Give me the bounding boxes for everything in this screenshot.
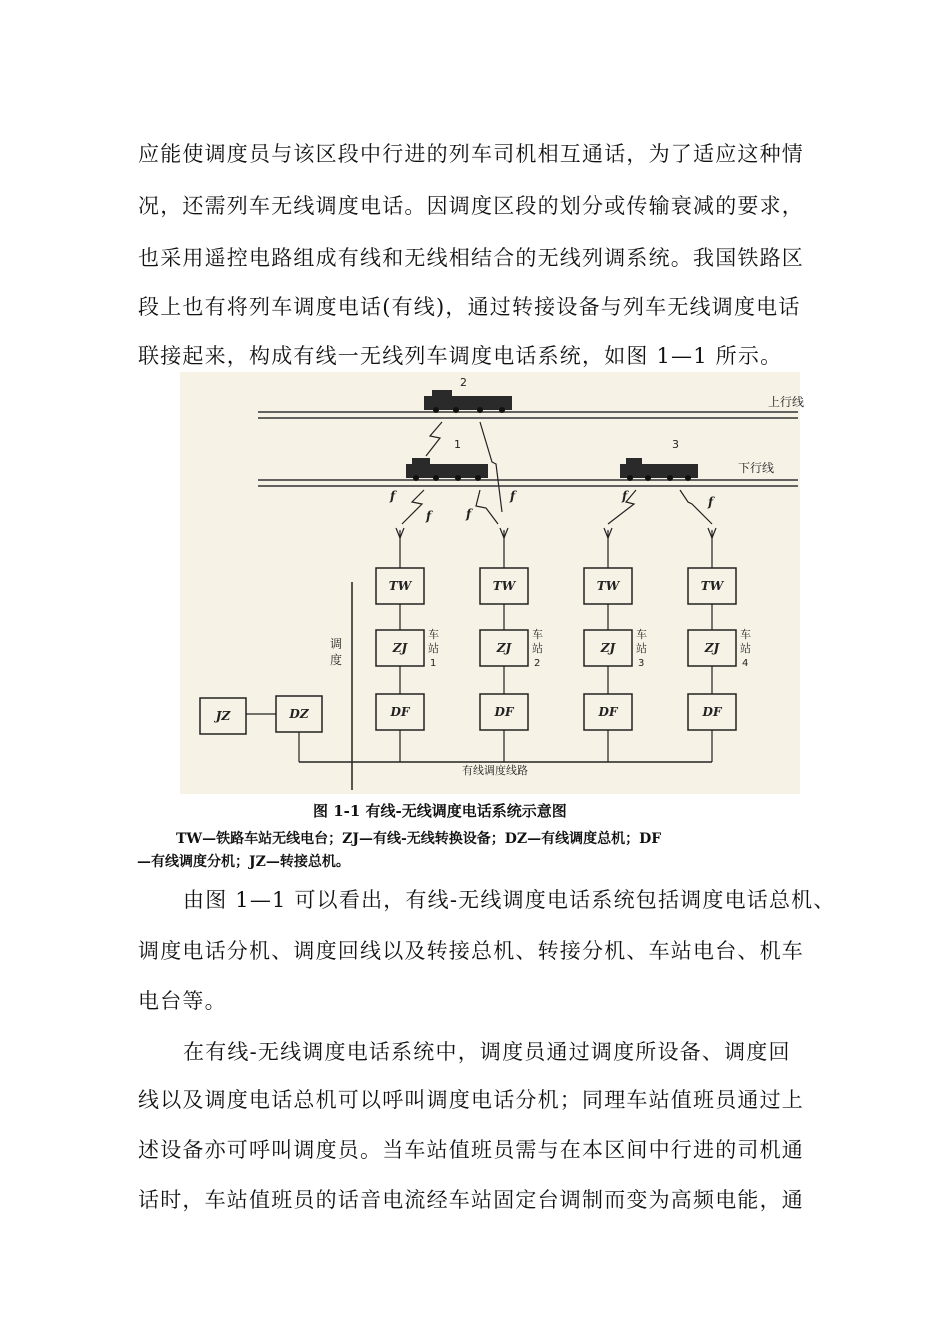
station-label: 站: [636, 642, 647, 655]
text-line: 话时，车站值班员的话音电流经车站固定台调制而变为高频电能，通: [138, 1188, 804, 1212]
text-line: 况，还需列车无线调度电话。因调度区段的划分或传输衰减的要求，: [138, 194, 804, 218]
figure-caption-legend: TW—铁路车站无线电台；ZJ—有线-无线转换设备；DZ—有线调度总机；DF: [176, 831, 662, 847]
jz-label: JZ: [215, 709, 231, 723]
tw-label: TW: [700, 579, 724, 593]
text-line: 述设备亦可呼叫调度员。当车站值班员需与在本区间中行进的司机通: [138, 1138, 804, 1162]
zj-label: ZJ: [496, 641, 512, 655]
df-label: DF: [390, 705, 410, 719]
down-track-label: 下行线: [738, 461, 775, 475]
train-number: 1: [454, 438, 461, 451]
tw-label: TW: [596, 579, 620, 593]
zj-label: ZJ: [392, 641, 408, 655]
figure-caption-legend: —有线调度分机；JZ—转接总机。: [137, 854, 350, 870]
text-line: 联接起来，构成有线一无线列车调度电话系统，如图 1—1 所示。: [138, 344, 783, 368]
frequency-label: f: [426, 509, 432, 523]
text-line: 由图 1—1 可以看出，有线-无线调度电话系统包括调度电话总机、: [183, 888, 836, 912]
station-label: 车: [636, 628, 647, 641]
text-line: 段上也有将列车调度电话(有线)，通过转接设备与列车无线调度电话: [138, 295, 801, 319]
text-line: 在有线-无线调度电话系统中，调度员通过调度所设备、调度回: [183, 1040, 791, 1064]
df-label: DF: [702, 705, 722, 719]
station-label: 站: [428, 642, 439, 655]
text-line: 也采用遥控电路组成有线和无线相结合的无线列调系统。我国铁路区: [138, 246, 804, 270]
train-number: 3: [672, 438, 679, 451]
dz-label: DZ: [289, 707, 309, 721]
text-line: 线以及调度电话总机可以呼叫调度电话分机；同理车站值班员通过上: [138, 1088, 804, 1112]
frequency-label: f: [708, 495, 714, 509]
text-line: 调度电话分机、调度回线以及转接总机、转接分机、车站电台、机车: [138, 939, 804, 963]
frequency-label: f: [622, 489, 628, 503]
wired-line-label: 有线调度线路: [462, 764, 528, 777]
dispatch-label: 调: [330, 637, 343, 651]
station-number: 2: [534, 658, 541, 669]
zj-label: ZJ: [704, 641, 720, 655]
tw-label: TW: [492, 579, 516, 593]
station-2: [480, 568, 543, 762]
tw-label: TW: [388, 579, 412, 593]
text-line: 电台等。: [138, 989, 227, 1013]
station-number: 3: [638, 658, 645, 669]
diagram-svg: [180, 372, 805, 794]
station-label: 车: [428, 628, 439, 641]
station-label: 站: [532, 642, 543, 655]
system-diagram: [180, 372, 805, 794]
station-label: 车: [532, 628, 543, 641]
station-3: [584, 568, 647, 762]
antenna-icon: [396, 528, 716, 568]
station-label: 站: [740, 642, 751, 655]
station-number: 4: [742, 658, 749, 669]
frequency-label: f: [510, 489, 516, 503]
train-icon: [424, 390, 512, 413]
df-label: DF: [598, 705, 618, 719]
station-1: [376, 568, 439, 762]
train-icon: [620, 458, 698, 481]
up-track-label: 上行线: [768, 395, 805, 409]
station-4: [688, 568, 751, 762]
frequency-label: f: [466, 507, 472, 521]
figure-caption-title: 图 1-1 有线-无线调度电话系统示意图: [313, 802, 567, 820]
df-label: DF: [494, 705, 514, 719]
dispatch-label: 度: [330, 653, 343, 667]
zj-label: ZJ: [600, 641, 616, 655]
train-icon: [406, 458, 488, 481]
station-label: 车: [740, 628, 751, 641]
frequency-label: f: [390, 489, 396, 503]
train-number: 2: [460, 376, 467, 389]
station-number: 1: [430, 658, 437, 669]
text-line: 应能使调度员与该区段中行进的列车司机相互通话，为了适应这种情: [138, 142, 804, 166]
